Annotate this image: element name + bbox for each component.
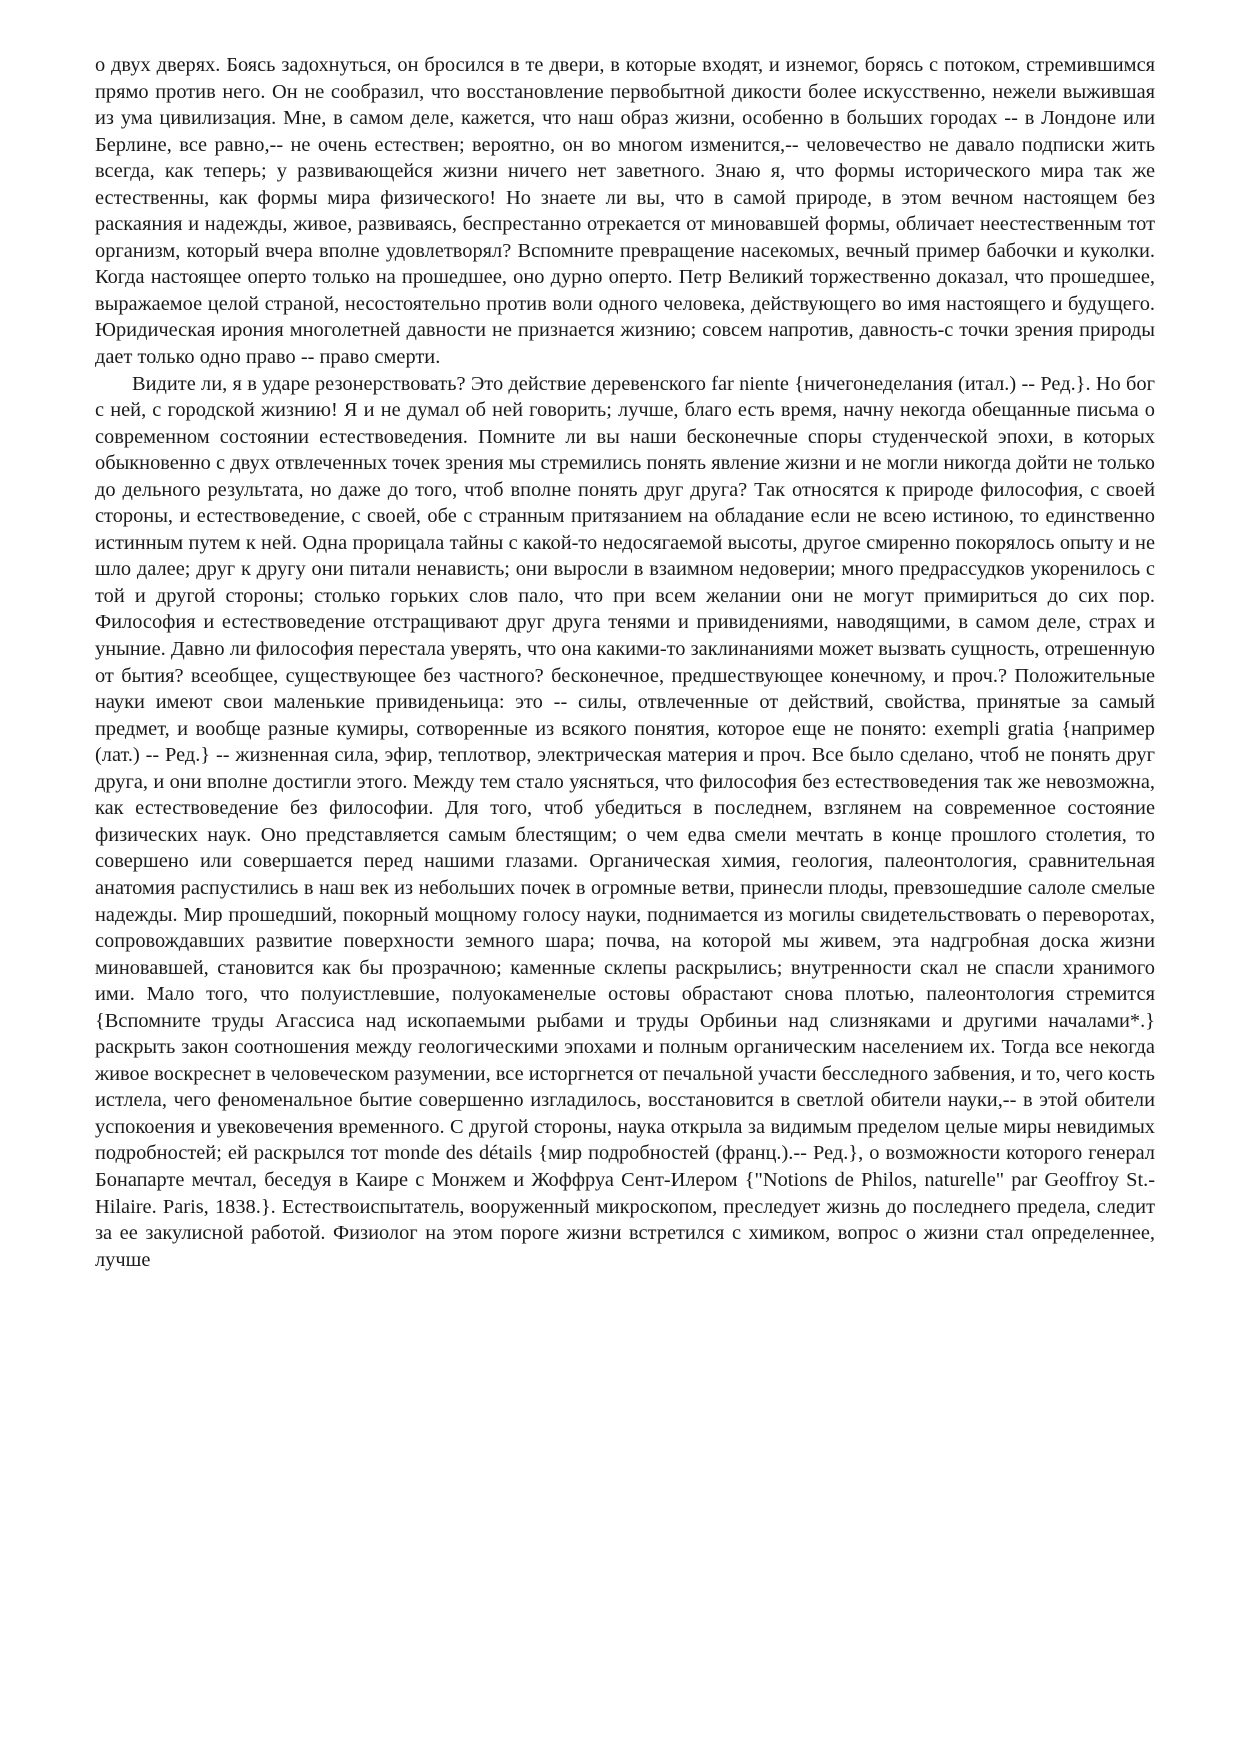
paragraph: Видите ли, я в ударе резонерствовать? Это действие деревенского far niente {ничегонеделания (итал.) -- Ред.}. Но бог с ней, с городской жизнию! Я и не думал об ней говорить; лучше, благо есть время, начну некогда обещанные письма о современном состоянии естествоведения. Помните ли вы наши бесконечные споры студенческой эпохи, в которых обыкновенно с двух отвлеченных точек зрения мы стремились понять явление жизни и не могли никогда дойти не только до дельного результата, но даже до того, чтоб вполне понять друг друга? Так относятся к природе философия, с своей стороны, и естествоведение, с своей, обе с странным притязанием на обладание если не всею истиною, то единственно истинным путем к ней. Одна прорицала тайны с какой-то недосягаемой высоты, другое смиренно покорялось опыту и не шло далее; друг к другу они питали ненависть; они выросли в взаимном недоверии; много предрассудков укоренилось с той и другой стороны; столько горьких слов пало, что при всем желании они не могут примириться до сих пор. Философия и естествоведение отстращивают друг друга тенями и привидениями, наводящими, в самом деле, страх и уныние. Давно ли философия перестала уверять, что она какими-то заклинаниями может вызвать сущность, отрешенную от бытия? всеобщее, существующее без частного? бесконечное, предшествующее конечному, и проч.? Положительные науки имеют свои маленькие привиденьица: это -- силы, отвлеченные от действий, свойства, принятые за самый предмет, и вообще разные кумиры, сотворенные из всякого понятия, которое еще не понято: exempli gratia {например (лат.) -- Ред.} -- жизненная сила, эфир, теплотвор, электрическая материя и проч. Все было сделано, чтоб не понять друг друга, и они вполне достигли этого. Между тем стало уясняться, что философия без естествоведения так же невозможна, как естествоведение без философии. Для того, чтоб убедиться в последнем, взглянем на современное состояние физических наук. Оно представляется самым блестящим; о чем едва смели мечтать в конце прошлого столетия, то совершено или совершается перед нашими глазами. Органическая химия, геология, палеонтология, сравнительная анатомия распустились в наш век из небольших почек в огромные ветви, принесли плоды, превзошедшие салоле смелые надежды. Мир прошедший, покорный мощному голосу науки, поднимается из могилы свидетельствовать о переворотах, сопровождавших развитие поверхности земного шара; почва, на которой мы живем, эта надгробная доска жизни миновавшей, становится как бы прозрачною; каменные склепы раскрылись; внутренности скал не спасли хранимого ими. Мало того, что полуистлевшие, полуокаменелые остовы обрастают снова плотью, палеонтология стремится {Вспомните труды Агассиса над ископаемыми рыбами и труды Орбиньи над слизняками и другими началами*.} раскрыть закон соотношения между геологическими эпохами и полным органическим населением их. Тогда все некогда живое воскреснет в человеческом разумении, все исторгнется от печальной участи бесследного забвения, и то, чего кость истлела, чего феноменальное бытие совершенно изгладилось, восстановится в светлой обители науки,-- в этой обители успокоения и увековечения временного. С другой стороны, наука открыла за видимым пределом целые миры невидимых подробностей; ей раскрылся тот monde des détails {мир подробностей (франц.).-- Ред.}, о возможности которого генерал Бонапарте мечтал, беседуя в Каире с Монжем и Жоффруа Сент-Илером {"Notions de Philos, naturelle" par Geoffroy St.-Hilaire. Paris, 1838.}. Естествоиспытатель, вооруженный микроскопом, преследует жизнь до последнего предела, следит за ее закулисной работой. Физиолог на этом пороге жизни встретился с химиком, вопрос о жизни стал определеннее, лучше [95,372,1155,1271]
paragraph-continued: о двух дверях. Боясь задохнуться, он бросился в те двери, в которые входят, и изнемог, борясь с потоком, стремившимся прямо против него. Он не сообразил, что восстановление первобытной дикости более искусственно, нежели выжившая из ума цивилизация. Мне, в самом деле, кажется, что наш образ жизни, особенно в больших городах -- в Лондоне или Берлине, все равно,-- не очень естествен; вероятно, он во многом изменится,-- человечество не давало подписки жить всегда, как теперь; у развивающейся жизни ничего нет заветного. Знаю я, что формы исторического мира так же естественны, как формы мира физического! Но знаете ли вы, что в самой природе, в этом вечном настоящем без раскаяния и надежды, живое, развиваясь, беспрестанно отрекается от миновавшей формы, обличает неестественным тот организм, который вчера вполне удовлетворял? Вспомните превращение насекомых, вечный пример бабочки и куколки. Когда настоящее оперто только на прошедшее, оно дурно оперто. Петр Великий торжественно доказал, что прошедшее, выражаемое целой страной, несостоятельно против воли одного человека, действующего во имя настоящего и будущего. Юридическая ирония многолетней давности не признается жизнию; совсем напротив, давность-с точки зрения природы дает только одно право -- право смерти. [95,54,1155,369]
document-page [95,52,1155,1273]
